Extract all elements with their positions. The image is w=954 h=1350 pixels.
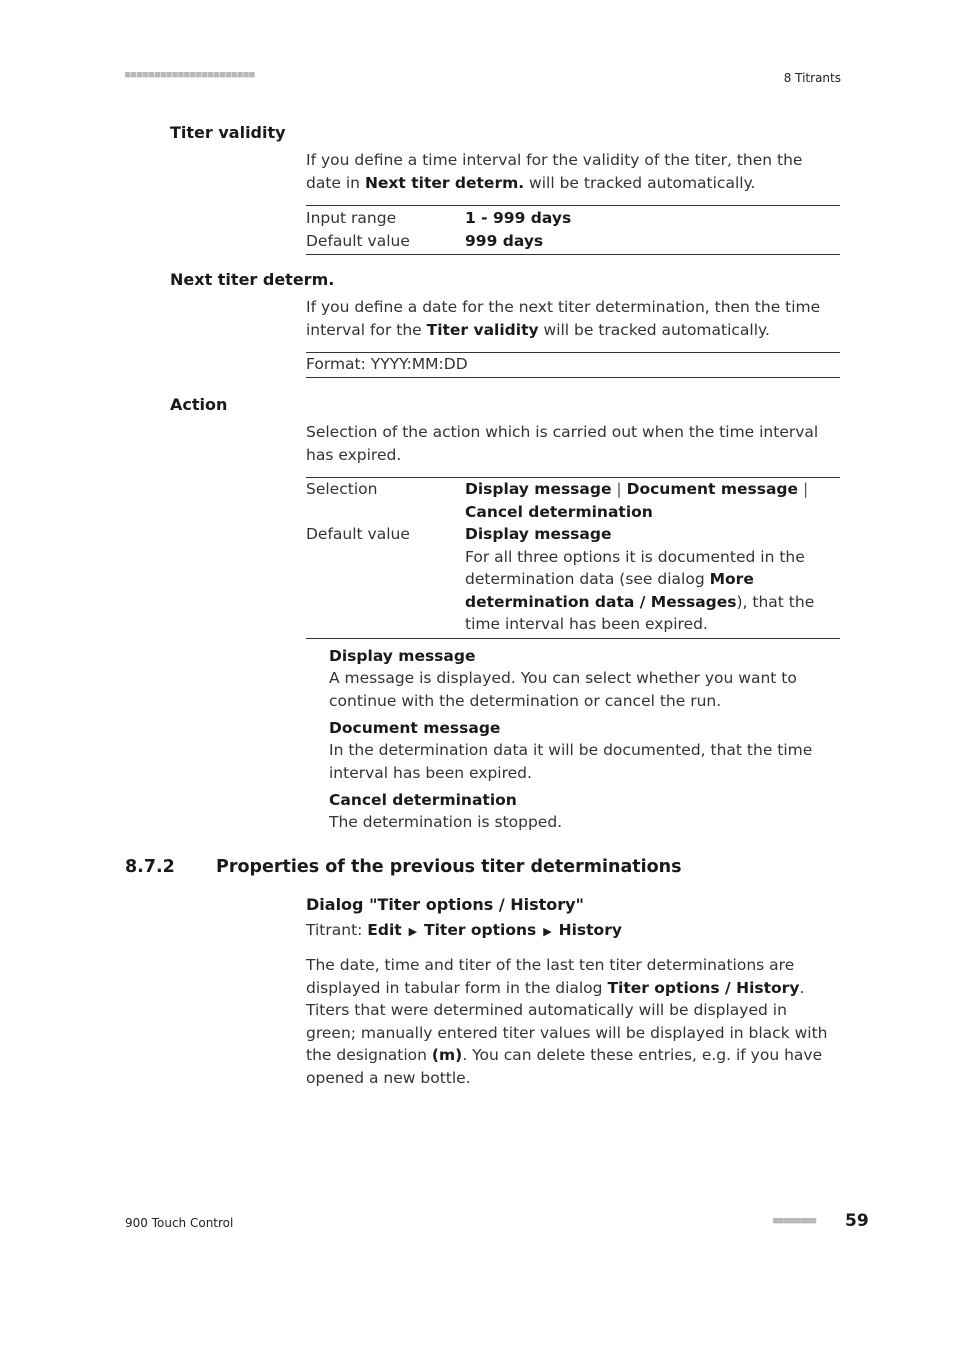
default-value-row — [306, 230, 840, 253]
page-number: 59 — [845, 1211, 869, 1231]
input-range-value: 1 - 999 days — [465, 209, 572, 227]
option-document-message-text: In the determination data it will be documented, that the time interval has been expired. — [329, 741, 813, 782]
titer-validity-description: If you define a time interval for the validity of the titer, then the date in Next titer determ. will be tracked automatically. — [306, 151, 803, 192]
header-dots: ■■■■■■■■■■■■■■■■■■■■■■ — [125, 70, 256, 80]
action-default-value: Display message For all three options it is documented in the determination data (see dialog More determination data / Messages), that the time interval has been expired. — [465, 525, 815, 633]
action-default-label: Default value — [306, 525, 410, 543]
footer-product-name: 900 Touch Control — [125, 1216, 234, 1230]
titer-validity-heading: Titer validity — [170, 123, 286, 142]
option-cancel-determination-text: The determination is stopped. — [329, 813, 563, 831]
option-display-message-title: Display message — [329, 647, 476, 665]
section-number: 8.7.2 — [125, 857, 175, 877]
input-range-row — [306, 207, 840, 230]
arrow-right-icon: ▶ — [543, 925, 552, 938]
navigation-path: Titrant: Edit ▶ Titer options ▶ History — [306, 921, 622, 939]
dialog-title: Dialog "Titer options / History" — [306, 895, 584, 914]
default-value-value: 999 days — [465, 231, 544, 250]
option-document-message-title: Document message — [329, 719, 501, 737]
option-display-message-text: A message is displayed. You can select whether you want to continue with the determination or cancel the run. — [329, 669, 797, 710]
selection-value: Display message | Document message | Cancel determination — [465, 480, 809, 521]
default-value-label: Default value — [306, 231, 410, 250]
titer-validity-table — [306, 205, 840, 255]
action-table — [306, 477, 840, 639]
next-titer-format-table — [306, 352, 840, 378]
next-titer-heading: Next titer determ. — [170, 270, 335, 289]
option-cancel-determination-title: Cancel determination — [329, 791, 517, 809]
action-description: Selection of the action which is carried out when the time interval has expired. — [306, 423, 819, 464]
history-description: The date, time and titer of the last ten titer determinations are displayed in tabular form in the dialog Titer options / History. Titers that were determined automatically will be displayed in green; manually entered titer values will be displayed in black with the designation (m). You can delete these entries, e.g. if you have opened a new bottle. — [306, 956, 828, 1087]
action-heading: Action — [170, 395, 228, 414]
action-default-row — [306, 523, 840, 636]
next-titer-description: If you define a date for the next titer determination, then the time interval for the Titer validity will be tracked automatically. — [306, 298, 821, 339]
chapter-title: 8 Titrants — [783, 71, 841, 85]
format-row: Format: YYYY:MM:DD — [306, 355, 468, 373]
selection-row — [306, 478, 840, 523]
section-title: Properties of the previous titer determinations — [216, 857, 682, 877]
selection-label: Selection — [306, 480, 378, 498]
input-range-label: Input range — [306, 209, 397, 227]
footer-dots: ■■■■■■■■ — [773, 1216, 817, 1226]
arrow-right-icon: ▶ — [408, 925, 418, 938]
